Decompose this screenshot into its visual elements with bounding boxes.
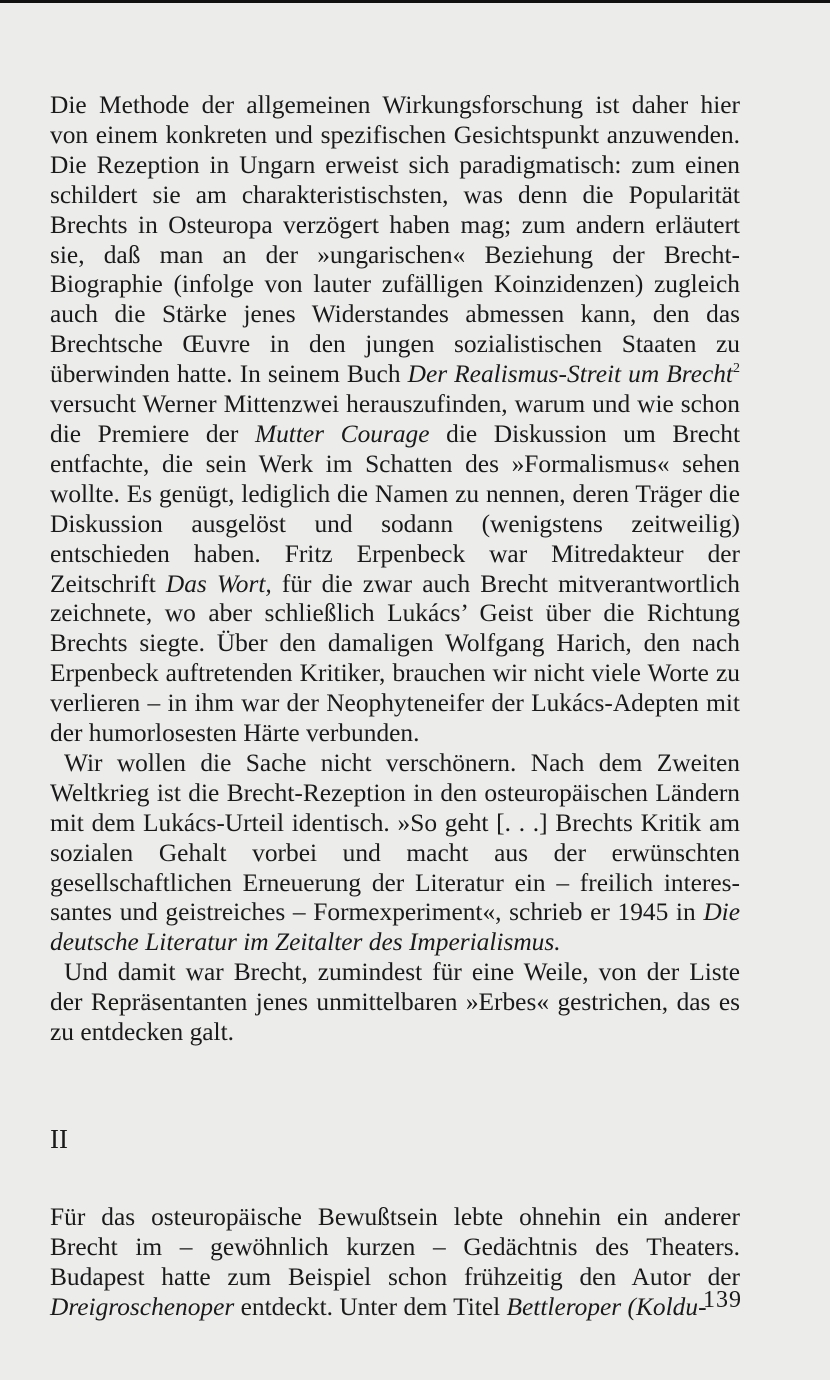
italic-text: Der Realismus-Streit um Brecht <box>407 360 733 389</box>
italic-text: Dreigroschenoper <box>50 1292 235 1321</box>
text-run: Und damit war Brecht, zumindest für eine Weile, von der Liste der Repräsentanten jenes unmittelbaren »Erbes« gestrichen, das es zu entdecken galt. <box>50 958 740 1047</box>
section-heading: II <box>50 1124 68 1154</box>
text-run: die Diskussion um Brecht entfachte, die sein Werk im Schatten des »Formalismus« sehen wollte. Es genügt, lediglich die Namen zu nennen, deren Träger die Diskussion ausgelöst und sodann (wenigstens zeitweilig) entschieden haben. Fritz Erpenbeck war Mitredakteur der Zeitschrift <box>50 419 740 598</box>
paragraph-1 <box>50 91 740 749</box>
text-run: für die zwar auch Brecht mitverantwortlich zeichnete, wo aber schließlich Lukács’ Geist über die Richtung Brechts siegte. Über den damaligen Wolfgang Harich, den nach Erpenbeck auftretenden Kritiker, brauchen wir nicht viele Worte zu verlieren – in ihm war der Neophyteneifer der Lukács-Adepten mit der humorlosesten Härte verbunden. <box>50 569 740 748</box>
italic-text: Das Wort, <box>165 569 272 598</box>
paragraph-3 <box>50 958 740 1048</box>
footnote-marker: 2 <box>733 361 740 377</box>
italic-text: Bettleroper (Koldu- <box>506 1292 707 1321</box>
body-text <box>50 91 740 1323</box>
italic-text: Mutter Courage <box>254 419 430 448</box>
paragraph-4 <box>50 1203 740 1323</box>
page-number: 139 <box>703 1287 742 1313</box>
text-run: Wir wollen die Sache nicht verschönern. Nach dem Zweiten Weltkrieg ist die Brecht-Rezeption in den osteuropäischen Ländern mit dem Lukács-Urteil identisch. »So geht [. . .] Brechts Kritik am sozialen Gehalt vorbei und macht aus der erwünschten gesellschaftlichen Erneuerung der Literatur ein – freilich interessantes und geistreiches – Formexperiment«, schrieb er 1945 in <box>50 748 740 927</box>
text-run: versucht Werner Mittenzwei herauszufinden, warum und wie schon die Premiere der <box>50 390 740 448</box>
text-run: Die Methode der allgemeinen Wirkungsforschung ist daher hier von einem konkreten und spezifischen Gesichtspunkt anzuwenden. Die Rezeption in Ungarn erweist sich paradigmatisch: zum einen schildert sie am charakteristischsten, was denn die Popularität Brechts in Osteuropa verzögert haben mag; zum andern erläutert sie, daß man an der »ungarischen« Beziehung der Brecht-Biographie (infolge von lauter zufälligen Koinzidenzen) zugleich auch die Stärke jenes Widerstandes abmessen kann, den das Brechtsche Œuvre in den jungen sozialistischen Staaten zu überwinden hatte. In seinem Buch <box>50 91 740 389</box>
text-run: Für das osteuropäische Bewußtsein lebte ohnehin ein anderer Brecht im – gewöhnlich kurzen – Gedächtnis des Theaters. Budapest hatte zum Beispiel schon frühzeitig den Autor der <box>50 1203 740 1291</box>
italic-text: Die deutsche Literatur im Zeitalter des Imperialismus. <box>50 898 740 957</box>
text-run: entdeckt. Unter dem Titel <box>234 1292 507 1321</box>
paragraph-2 <box>50 749 740 958</box>
